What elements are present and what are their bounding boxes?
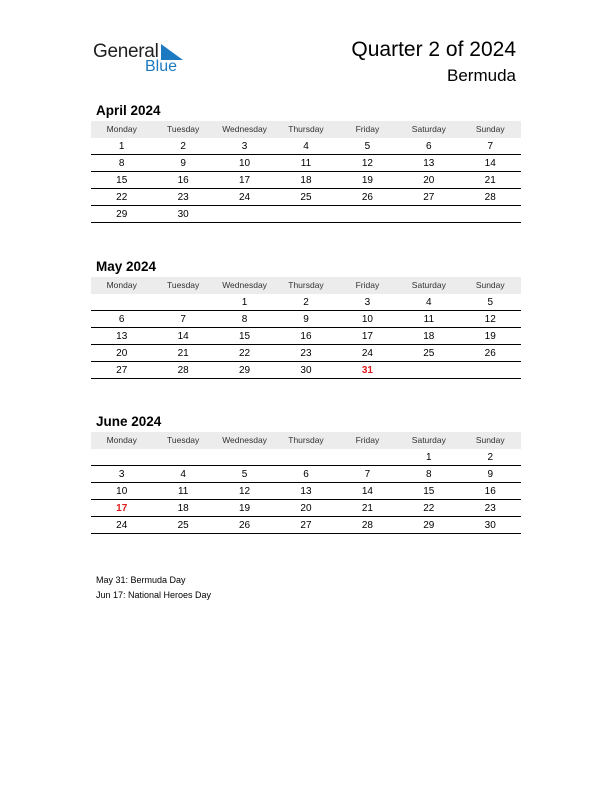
day-cell xyxy=(152,294,213,310)
day-cell: 11 xyxy=(300,158,312,169)
day-cell: 18 xyxy=(423,331,435,342)
day-cell: 2 xyxy=(303,297,309,308)
day-cell: 27 xyxy=(116,365,128,376)
day-cell: 15 xyxy=(423,486,435,497)
logo xyxy=(93,40,193,80)
day-cell: 15 xyxy=(116,175,128,186)
day-cell: 19 xyxy=(484,331,496,342)
day-cell: 23 xyxy=(177,192,189,203)
day-cell: 9 xyxy=(487,469,494,480)
day-cell: 25 xyxy=(177,520,189,531)
day-cell: 11 xyxy=(177,486,189,497)
day-cell: 5 xyxy=(241,469,248,480)
day-cell xyxy=(275,206,336,222)
day-cell: 19 xyxy=(238,503,251,514)
day-cell xyxy=(214,206,275,222)
day-cell: 20 xyxy=(116,348,128,359)
day-cell: 5 xyxy=(364,141,371,152)
day-cell xyxy=(275,449,336,465)
country-name: Bermuda xyxy=(447,66,516,85)
weekday-label: Saturday xyxy=(411,280,446,290)
day-cell: 10 xyxy=(238,158,251,169)
day-cell: 16 xyxy=(484,486,496,497)
day-cell: 10 xyxy=(361,314,373,325)
day-cell: 4 xyxy=(426,297,432,308)
weekday-label: Wednesday xyxy=(222,435,267,445)
day-cell: 1 xyxy=(241,297,248,308)
day-cell: 13 xyxy=(423,158,435,169)
day-cell: 12 xyxy=(361,158,373,169)
day-cell xyxy=(398,206,459,222)
weekday-label: Saturday xyxy=(411,124,446,134)
day-cell: 25 xyxy=(300,192,312,203)
month-title: June 2024 xyxy=(96,414,162,429)
day-cell: 16 xyxy=(300,331,312,342)
day-cell: 16 xyxy=(177,175,189,186)
day-cell: 9 xyxy=(180,158,186,169)
day-cell: 13 xyxy=(300,486,312,497)
day-cell xyxy=(398,362,459,378)
week-row xyxy=(91,311,521,328)
weekday-label: Thursday xyxy=(288,124,324,134)
day-cell: 21 xyxy=(177,348,189,359)
day-cell: 7 xyxy=(180,314,186,325)
holiday-day-cell: 17 xyxy=(116,503,128,514)
week-row xyxy=(91,206,521,223)
week-row xyxy=(91,500,521,517)
weekday-label: Wednesday xyxy=(222,124,267,134)
weekday-label: Thursday xyxy=(288,435,324,445)
day-cell: 23 xyxy=(300,348,312,359)
weekday-label: Monday xyxy=(106,280,137,290)
day-cell: 7 xyxy=(364,469,371,480)
day-cell: 21 xyxy=(361,503,373,514)
weekday-label: Sunday xyxy=(475,435,505,445)
day-cell xyxy=(91,449,152,465)
week-row xyxy=(91,172,521,189)
month-calendar-april xyxy=(91,101,521,223)
day-cell: 30 xyxy=(300,365,312,376)
day-cell: 18 xyxy=(300,175,312,186)
week-row xyxy=(91,362,521,379)
day-cell: 25 xyxy=(423,348,435,359)
weekday-label: Saturday xyxy=(411,435,446,445)
day-cell: 28 xyxy=(361,520,373,531)
day-cell: 29 xyxy=(116,209,128,220)
holiday-day-cell: 31 xyxy=(361,365,373,376)
holiday-note: Jun 17: National Heroes Day xyxy=(96,589,212,600)
day-cell: 4 xyxy=(180,469,186,480)
day-cell: 14 xyxy=(484,158,496,169)
day-cell: 27 xyxy=(300,520,312,531)
week-row xyxy=(91,138,521,155)
month-title: May 2024 xyxy=(96,259,157,274)
day-cell: 17 xyxy=(361,331,373,342)
day-cell: 27 xyxy=(423,192,435,203)
weekday-label: Thursday xyxy=(288,280,324,290)
day-cell: 10 xyxy=(116,486,128,497)
day-cell: 19 xyxy=(361,175,373,186)
week-row xyxy=(91,155,521,172)
weekday-label: Sunday xyxy=(475,280,505,290)
day-cell: 2 xyxy=(180,141,186,152)
day-cell: 14 xyxy=(177,331,189,342)
month-calendar-june xyxy=(91,412,521,534)
day-cell xyxy=(152,449,213,465)
day-cell: 15 xyxy=(238,331,251,342)
day-cell xyxy=(460,362,521,378)
day-cell: 8 xyxy=(118,158,125,169)
day-cell xyxy=(337,206,398,222)
day-cell: 8 xyxy=(241,314,248,325)
week-row xyxy=(91,189,521,206)
weekday-label: Friday xyxy=(355,435,380,445)
day-cell: 22 xyxy=(423,503,435,514)
weekday-header-row xyxy=(91,277,521,294)
day-cell: 3 xyxy=(118,469,125,480)
day-cell: 22 xyxy=(116,192,128,203)
weekday-label: Monday xyxy=(106,124,137,134)
day-cell: 29 xyxy=(423,520,435,531)
week-row xyxy=(91,294,521,311)
day-cell xyxy=(214,449,275,465)
day-cell: 23 xyxy=(484,503,496,514)
weekday-label: Monday xyxy=(106,435,137,445)
week-row xyxy=(91,517,521,534)
day-cell: 3 xyxy=(364,297,371,308)
day-cell: 3 xyxy=(241,141,248,152)
day-cell: 30 xyxy=(177,209,189,220)
day-cell: 4 xyxy=(303,141,309,152)
day-cell: 26 xyxy=(238,520,251,531)
day-cell: 30 xyxy=(484,520,496,531)
day-cell: 24 xyxy=(361,348,373,359)
weekday-label: Tuesday xyxy=(166,435,200,445)
day-cell: 28 xyxy=(177,365,189,376)
day-cell: 13 xyxy=(116,331,128,342)
day-cell: 12 xyxy=(238,486,251,497)
weekday-label: Friday xyxy=(355,124,380,134)
day-cell: 6 xyxy=(303,469,309,480)
holiday-notes xyxy=(96,573,211,602)
day-cell: 26 xyxy=(361,192,373,203)
day-cell: 8 xyxy=(426,469,432,480)
day-cell: 18 xyxy=(177,503,189,514)
weekday-label: Sunday xyxy=(475,124,505,134)
week-row xyxy=(91,449,521,466)
day-cell: 12 xyxy=(484,314,496,325)
day-cell: 24 xyxy=(238,192,251,203)
day-cell: 9 xyxy=(303,314,309,325)
week-row xyxy=(91,483,521,500)
month-calendar-may xyxy=(91,257,521,379)
day-cell: 20 xyxy=(423,175,435,186)
day-cell: 2 xyxy=(487,452,494,463)
day-cell xyxy=(460,206,521,222)
weekday-label: Friday xyxy=(355,280,380,290)
day-cell: 5 xyxy=(487,297,494,308)
day-cell: 1 xyxy=(118,141,125,152)
weekday-label: Tuesday xyxy=(166,124,200,134)
day-cell: 28 xyxy=(484,192,496,203)
weekday-label: Tuesday xyxy=(166,280,200,290)
month-title: April 2024 xyxy=(96,103,161,118)
day-cell: 14 xyxy=(361,486,373,497)
day-cell: 21 xyxy=(484,175,496,186)
page-title: Quarter 2 of 2024 xyxy=(351,38,516,61)
week-row xyxy=(91,466,521,483)
day-cell: 26 xyxy=(484,348,496,359)
day-cell: 24 xyxy=(116,520,128,531)
day-cell: 6 xyxy=(426,141,432,152)
day-cell: 1 xyxy=(426,452,432,463)
day-cell: 20 xyxy=(300,503,312,514)
weekday-label: Wednesday xyxy=(222,280,267,290)
day-cell: 22 xyxy=(238,348,251,359)
week-row xyxy=(91,328,521,345)
holiday-note: May 31: Bermuda Day xyxy=(96,575,186,585)
day-cell xyxy=(337,449,398,465)
day-cell: 11 xyxy=(423,314,435,325)
week-row xyxy=(91,345,521,362)
logo-text-general: General xyxy=(93,41,159,62)
logo-text-blue: Blue xyxy=(145,58,178,75)
day-cell: 7 xyxy=(487,141,494,152)
weekday-header-row xyxy=(91,432,521,449)
day-cell: 29 xyxy=(238,365,251,376)
weekday-header-row xyxy=(91,121,521,138)
day-cell: 17 xyxy=(238,175,251,186)
day-cell xyxy=(91,294,152,310)
day-cell: 6 xyxy=(118,314,125,325)
